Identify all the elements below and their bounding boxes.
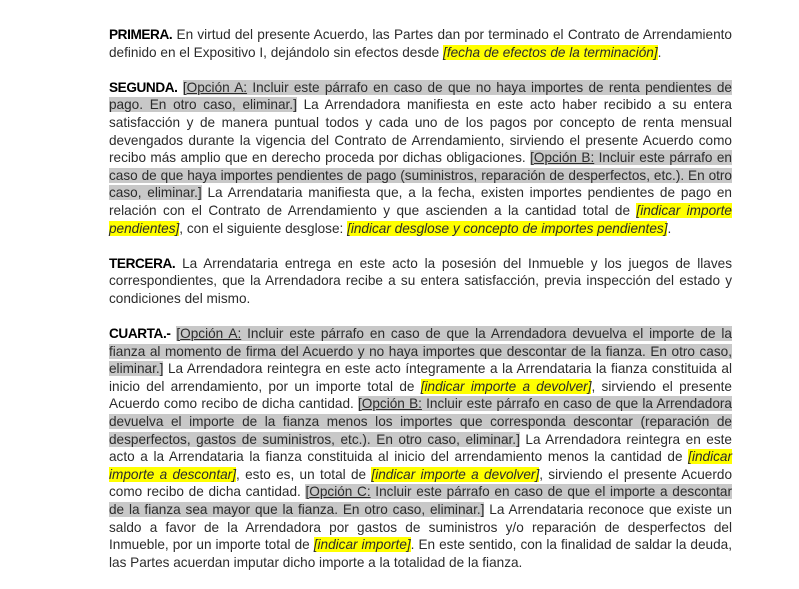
- clause-label: TERCERA.: [109, 255, 176, 271]
- option-text: Incluir este párrafo en caso de que haya importes pendientes de pago (suministros, reparación de desperfectos, etc.). En otro caso, eliminar.: [109, 150, 732, 201]
- placeholder-text: indicar importe a devolver: [424, 378, 588, 394]
- option-text: Incluir este párrafo en caso de que la Arrendadora devuelva el importe de la fianza menos los importes que corresponda descontar (reparación de desperfectos, gastos de suministros, etc.). En otro caso, eliminar.: [109, 396, 732, 447]
- placeholder-bracket: [indicar importe a devolver]: [371, 466, 540, 482]
- option-label: Opción B:: [361, 396, 422, 412]
- document-page: [109, 26, 732, 589]
- clause-text: . En este sentido, con la finalidad de saldar la deuda, las Partes acuerdan imputar dicho importe a la totalidad de la fianza.: [109, 537, 732, 570]
- option-c-block: [Opción C: Incluir este párrafo en caso de que el importe a descontar de la fianza sea mayor que la fianza. En otro caso, eliminar.]: [109, 484, 732, 518]
- clause-text: La Arrendataria entrega en este acto la posesión del Inmueble y los juegos de llaves correspondientes, que la Arrendadora recibe a su entera satisfacción, previa inspección del estado y condiciones del mismo.: [109, 255, 732, 306]
- clause-text: , sirviendo el presente Acuerdo como recibo de dicha cantidad.: [109, 466, 733, 500]
- placeholder-text: indicar importe a devolver: [375, 466, 536, 482]
- placeholder-text: indicar desglose y concepto de importes pendientes: [350, 220, 664, 236]
- placeholder-bracket: [indicar desglose y concepto de importes pendientes]: [347, 220, 668, 236]
- option-b-block: [Opción B: Incluir este párrafo en caso de que haya importes pendientes de pago (suministros, reparación de desperfectos, etc.). En otro caso, eliminar.]: [109, 150, 732, 201]
- clause-text: En virtud del presente Acuerdo, las Partes dan por terminado el Contrato de Arrendamiento definido en el Expositivo I, dejándolo sin efectos desde: [109, 27, 732, 60]
- option-text: Incluir este párrafo en caso de que no haya importes de renta pendientes de pago. En otro caso, eliminar.: [109, 79, 732, 113]
- placeholder-bracket: [indicar importe a devolver]: [420, 378, 592, 394]
- placeholder-bracket: [fecha de efectos de la terminación]: [443, 44, 658, 60]
- placeholder-bracket: [indicar importe pendientes]: [109, 202, 732, 236]
- clause-text: , con el siguiente desglose:: [179, 220, 348, 236]
- option-label: Opción B:: [533, 150, 595, 166]
- option-b-block: [Opción B: Incluir este párrafo en caso de que la Arrendadora devuelva el importe de la fianza menos los importes que corresponda descontar (reparación de desperfectos, gastos de suministros, etc.). En otro caso, eliminar.]: [109, 396, 732, 447]
- placeholder-text: fecha de efectos de la terminación: [446, 44, 654, 60]
- clause-label: CUARTA.-: [109, 326, 171, 342]
- clause-text: .: [657, 44, 662, 60]
- clause-text: , sirviendo el presente Acuerdo como recibo de dicha cantidad.: [109, 378, 732, 412]
- clause-text: La Arrendataria manifiesta que, a la fecha, existen importes pendientes de pago en relación con el Contrato de Arrendamiento y que ascienden a la cantidad total de: [109, 185, 732, 218]
- clause-segunda: [109, 79, 732, 237]
- clause-label: SEGUNDA.: [109, 79, 178, 95]
- option-a-block: [Opción A: Incluir este párrafo en caso de que la Arrendadora devuelva el importe de la fianza al momento de firma del Acuerdo y no haya importes que descontar de la fianza. En otro caso, eliminar.]: [109, 326, 732, 377]
- clause-text: .: [667, 220, 672, 236]
- clause-text: La Arrendadora reintegra en este acto a la Arrendataria la fianza constituida al inicio del arrendamiento menos la cantidad de: [109, 431, 732, 465]
- clause-text: La Arrendataria reconoce que existe un saldo a favor de la Arrendadora por gastos de suministros y/o reparación de desperfectos del Inmueble, por un importe total de: [109, 502, 732, 553]
- option-label: Opción C:: [309, 484, 371, 500]
- option-label: Opción A:: [180, 326, 242, 342]
- placeholder-text: indicar importe: [317, 537, 407, 553]
- clause-text: , esto es, un total de: [236, 466, 372, 482]
- option-text: Incluir este párrafo en caso de que el importe a descontar de la fianza sea mayor que la fianza. En otro caso, eliminar.: [109, 484, 732, 518]
- clause-text: La Arrendadora reintegra en este acto íntegramente a la Arrendataria la fianza constituida al inicio del arrendamiento, por un importe total de: [109, 361, 732, 394]
- clause-tercera: [109, 255, 732, 308]
- placeholder-bracket: [indicar importe]: [313, 537, 411, 553]
- option-text: Incluir este párrafo en caso de que la Arrendadora devuelva el importe de la fianza al momento de firma del Acuerdo y no haya importes que descontar de la fianza. En otro caso, eliminar.: [109, 326, 732, 377]
- clause-label: PRIMERA.: [109, 27, 173, 42]
- clause-cuarta: [109, 325, 732, 571]
- option-a-block: [Opción A: Incluir este párrafo en caso de que no haya importes de renta pendientes de pago. En otro caso, eliminar.]: [109, 79, 732, 113]
- clause-text: La Arrendadora manifiesta en este acto haber recibido a su entera satisfacción y de manera puntual todos y cada uno de los pagos por concepto de renta mensual devengados durante la vigencia del Contrato de Arrendamiento, sirviendo el presente Acuerdo como recibo más amplio que en derecho proceda por dichas obligaciones.: [109, 97, 732, 166]
- placeholder-bracket: [indicar importe a descontar]: [109, 449, 732, 482]
- clause-primera: [109, 26, 732, 61]
- placeholder-text: indicar importe pendientes: [109, 202, 732, 236]
- placeholder-text: indicar importe a descontar: [109, 449, 732, 482]
- option-label: Opción A:: [186, 79, 248, 95]
